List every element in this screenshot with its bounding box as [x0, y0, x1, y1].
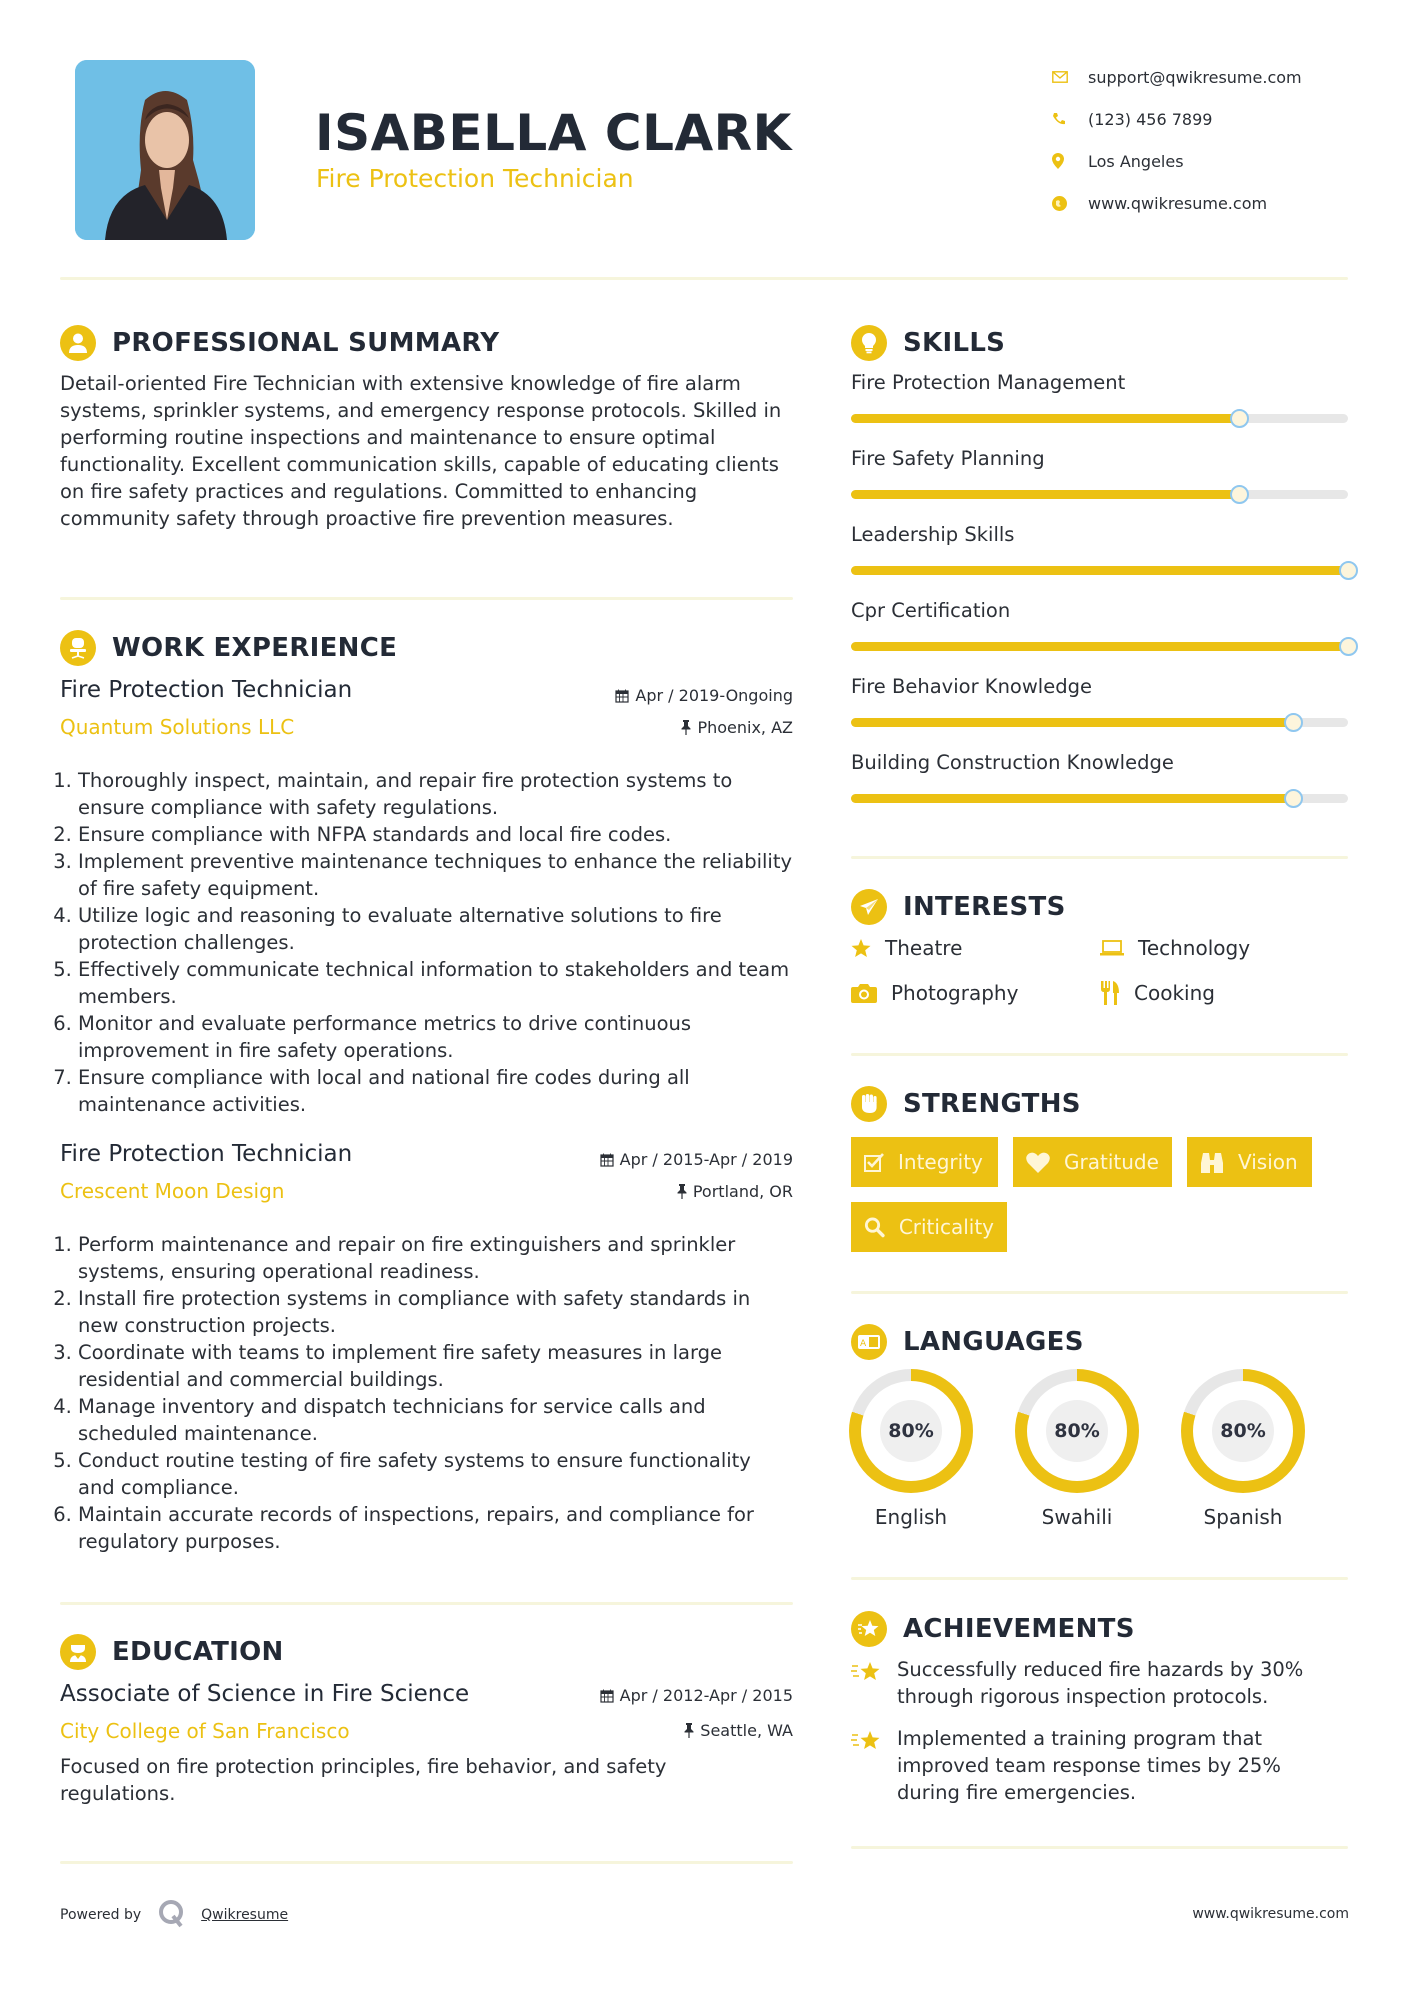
shooting-star-icon	[851, 1656, 897, 1690]
experience-section-header	[60, 630, 397, 666]
job-1-bullet: 4. Utilize logic and reasoning to evaluate alternative solutions to fire protection challenges.	[78, 902, 793, 956]
skill-slider[interactable]	[851, 718, 1348, 727]
language-percent: 80%	[880, 1400, 942, 1462]
translate-icon	[851, 1324, 887, 1360]
contact-phone-text: (123) 456 7899	[1088, 109, 1213, 129]
skill-item	[851, 599, 1348, 675]
job-1-bullets	[60, 767, 793, 1118]
person-portrait-icon	[75, 60, 255, 240]
contact-website-text: www.qwikresume.com	[1088, 193, 1268, 213]
skills-list	[851, 371, 1348, 827]
skill-slider[interactable]	[851, 414, 1348, 423]
language-item-swahili	[1015, 1369, 1139, 1529]
language-progress-ring	[1015, 1369, 1139, 1493]
skills-divider	[851, 856, 1348, 859]
fist-icon	[851, 1086, 887, 1122]
skill-fill	[851, 794, 1293, 803]
language-progress-ring	[849, 1369, 973, 1493]
education-description: Focused on fire protection principles, fire behavior, and safety regulations.	[60, 1755, 667, 1805]
education-entry	[60, 1681, 793, 1807]
contact-list	[1052, 56, 1372, 224]
language-item-english	[849, 1369, 973, 1529]
phone-icon	[1052, 112, 1088, 126]
utensils-icon	[1100, 981, 1120, 1005]
strength-badge-vision: Vision	[1187, 1137, 1312, 1187]
job-1-company: Quantum Solutions LLC	[60, 715, 295, 739]
pushpin-icon	[684, 1723, 694, 1738]
achievement-item: Successfully reduced fire hazards by 30% through rigorous inspection protocols.	[851, 1656, 1348, 1710]
qwikresume-logo-icon	[157, 1898, 187, 1932]
language-progress-ring	[1181, 1369, 1305, 1493]
achievement-item: Implemented a training program that improved team response times by 25% during fire emergencies.	[851, 1725, 1348, 1806]
calendar-icon	[615, 689, 629, 703]
skill-slider[interactable]	[851, 566, 1348, 575]
summary-divider	[60, 597, 793, 600]
job-2-bullet: 2. Install fire protection systems in compliance with safety standards in new construction projects.	[78, 1285, 793, 1339]
education-degree: Associate of Science in Fire Science	[60, 1681, 470, 1707]
experience-heading: WORK EXPERIENCE	[112, 633, 398, 663]
shooting-star-icon	[851, 1725, 897, 1759]
education-divider	[60, 1861, 793, 1864]
interests-heading: INTERESTS	[903, 892, 1066, 922]
job-1-bullet: 7. Ensure compliance with local and national fire codes during all maintenance activities.	[78, 1064, 793, 1118]
education-dates: Apr / 2012-Apr / 2015	[600, 1686, 793, 1705]
svg-text:A: A	[860, 1339, 867, 1349]
skill-fill	[851, 414, 1239, 423]
qwikresume-link[interactable]: Qwikresume	[201, 1907, 289, 1923]
skill-name: Fire Protection Management	[851, 371, 1126, 394]
interest-item-photography: Photography	[851, 981, 1018, 1005]
job-entry-2	[60, 1141, 793, 1555]
languages-section-header	[851, 1324, 1084, 1360]
language-percent: 80%	[1212, 1400, 1274, 1462]
skill-item	[851, 447, 1348, 523]
skill-handle[interactable]	[1230, 409, 1249, 428]
job-2-location: Portland, OR	[677, 1182, 793, 1201]
languages-heading: LANGUAGES	[903, 1327, 1084, 1357]
contact-website[interactable]	[1052, 182, 1372, 224]
strength-badge-integrity: Integrity	[851, 1137, 998, 1187]
skill-handle[interactable]	[1339, 561, 1358, 580]
contact-location-text: Los Angeles	[1088, 151, 1184, 171]
summary-text: Detail-oriented Fire Technician with extensive knowledge of fire alarm systems, sprinkler systems, and emergency response protocols. Skilled in performing routine inspections and maintenance to ensure optimal functionality. Excellent communication skills, capable of educating clients on fire safety practices and regulations. Committed to enhancing community safety through proactive fire prevention measures.	[60, 372, 782, 530]
job-1-title: Fire Protection Technician	[60, 677, 353, 703]
job-2-bullet: 1. Perform maintenance and repair on fire extinguishers and sprinkler systems, ensuring operational readiness.	[78, 1231, 793, 1285]
interest-item-technology: Technology	[1100, 936, 1250, 960]
job-2-bullets	[60, 1231, 793, 1555]
laptop-icon	[1100, 940, 1124, 956]
skill-handle[interactable]	[1284, 789, 1303, 808]
skill-fill	[851, 718, 1293, 727]
experience-divider	[60, 1602, 793, 1605]
job-2-title: Fire Protection Technician	[60, 1141, 353, 1167]
skill-slider[interactable]	[851, 490, 1348, 499]
lightbulb-icon	[851, 325, 887, 361]
education-heading: EDUCATION	[112, 1637, 284, 1667]
job-2-bullet: 6. Maintain accurate records of inspections, repairs, and compliance for regulatory purposes.	[78, 1501, 793, 1555]
star-badge-icon	[851, 1611, 887, 1647]
contact-phone[interactable]	[1052, 98, 1372, 140]
job-2-company: Crescent Moon Design	[60, 1179, 285, 1203]
job-1-location: Phoenix, AZ	[681, 718, 793, 737]
skills-section-header	[851, 325, 1005, 361]
interests-section-header	[851, 889, 1066, 925]
language-name: English	[874, 1505, 948, 1529]
strengths-section-header	[851, 1086, 1081, 1122]
check-square-icon	[864, 1153, 884, 1172]
interest-item-theatre: Theatre	[851, 936, 962, 960]
pushpin-icon	[677, 1184, 687, 1199]
skill-item	[851, 751, 1348, 827]
skill-name: Fire Safety Planning	[851, 447, 1045, 470]
summary-heading: PROFESSIONAL SUMMARY	[112, 328, 500, 358]
map-pin-icon	[1052, 153, 1088, 169]
achievements-heading: ACHIEVEMENTS	[903, 1614, 1135, 1644]
star-icon	[851, 939, 871, 958]
language-name: Spanish	[1203, 1505, 1283, 1529]
job-2-bullet: 3. Coordinate with teams to implement fire safety measures in large residential and commercial buildings.	[78, 1339, 793, 1393]
skill-item	[851, 675, 1348, 751]
skill-item	[851, 371, 1348, 447]
pushpin-icon	[681, 720, 691, 735]
skill-fill	[851, 490, 1239, 499]
achievements-section-header	[851, 1611, 1135, 1647]
job-2-bullet: 4. Manage inventory and dispatch technicians for service calls and scheduled maintenance.	[78, 1393, 793, 1447]
user-icon	[60, 325, 96, 361]
strengths-heading: STRENGTHS	[903, 1089, 1081, 1119]
job-1-bullet: 1. Thoroughly inspect, maintain, and repair fire protection systems to ensure compliance with safety regulations.	[78, 767, 793, 821]
skill-handle[interactable]	[1230, 485, 1249, 504]
job-1-bullet: 3. Implement preventive maintenance techniques to enhance the reliability of fire safety equipment.	[78, 848, 793, 902]
search-icon	[864, 1216, 885, 1238]
job-2-dates: Apr / 2015-Apr / 2019	[600, 1150, 793, 1169]
job-1-bullet: 5. Effectively communicate technical information to stakeholders and team members.	[78, 956, 793, 1010]
powered-by-label: Powered by	[60, 1907, 142, 1923]
candidate-title: Fire Protection Technician	[316, 164, 634, 193]
profile-photo	[75, 60, 255, 240]
skill-handle[interactable]	[1284, 713, 1303, 732]
envelope-icon	[1052, 71, 1088, 83]
skills-heading: SKILLS	[903, 328, 1006, 358]
education-location: Seattle, WA	[684, 1721, 793, 1740]
contact-location	[1052, 140, 1372, 182]
achievements-divider	[851, 1846, 1348, 1849]
contact-email[interactable]	[1052, 56, 1372, 98]
candidate-name: ISABELLA CLARK	[315, 104, 792, 162]
summary-section-header	[60, 325, 499, 361]
office-chair-icon	[60, 630, 96, 666]
language-name: Swahili	[1041, 1505, 1113, 1529]
skill-slider[interactable]	[851, 794, 1348, 803]
skill-handle[interactable]	[1339, 637, 1358, 656]
footer-powered-by	[60, 1898, 288, 1932]
binoculars-icon	[1200, 1151, 1224, 1174]
heart-icon	[1026, 1152, 1050, 1173]
calendar-icon	[600, 1153, 614, 1167]
header-divider	[60, 277, 1348, 280]
language-item-spanish	[1181, 1369, 1305, 1529]
camera-icon	[851, 983, 877, 1003]
skill-slider[interactable]	[851, 642, 1348, 651]
footer-website[interactable]: www.qwikresume.com	[1192, 1906, 1349, 1922]
skill-name: Building Construction Knowledge	[851, 751, 1174, 774]
strengths-divider	[851, 1291, 1348, 1294]
job-entry-1	[60, 677, 793, 1118]
graduate-icon	[60, 1634, 96, 1670]
skill-item	[851, 523, 1348, 599]
skill-name: Cpr Certification	[851, 599, 1011, 622]
education-school: City College of San Francisco	[60, 1719, 350, 1743]
job-2-bullet: 5. Conduct routine testing of fire safety systems to ensure functionality and compliance.	[78, 1447, 793, 1501]
skill-fill	[851, 642, 1348, 651]
strength-badge-criticality: Criticality	[851, 1202, 1007, 1252]
interest-item-cooking: Cooking	[1100, 981, 1215, 1005]
contact-email-text: support@qwikresume.com	[1088, 67, 1302, 87]
skill-name: Fire Behavior Knowledge	[851, 675, 1092, 698]
job-1-bullet: 2. Ensure compliance with NFPA standards and local fire codes.	[78, 821, 793, 848]
languages-divider	[851, 1577, 1348, 1580]
skill-fill	[851, 566, 1348, 575]
job-1-dates: Apr / 2019-Ongoing	[615, 686, 793, 705]
strength-badge-gratitude: Gratitude	[1013, 1137, 1172, 1187]
education-section-header	[60, 1634, 284, 1670]
language-percent: 80%	[1046, 1400, 1108, 1462]
skill-name: Leadership Skills	[851, 523, 1015, 546]
calendar-icon	[600, 1689, 614, 1703]
interests-divider	[851, 1053, 1348, 1056]
globe-icon	[1052, 196, 1088, 211]
paper-plane-icon	[851, 889, 887, 925]
job-1-bullet: 6. Monitor and evaluate performance metrics to drive continuous improvement in fire safety operations.	[78, 1010, 793, 1064]
